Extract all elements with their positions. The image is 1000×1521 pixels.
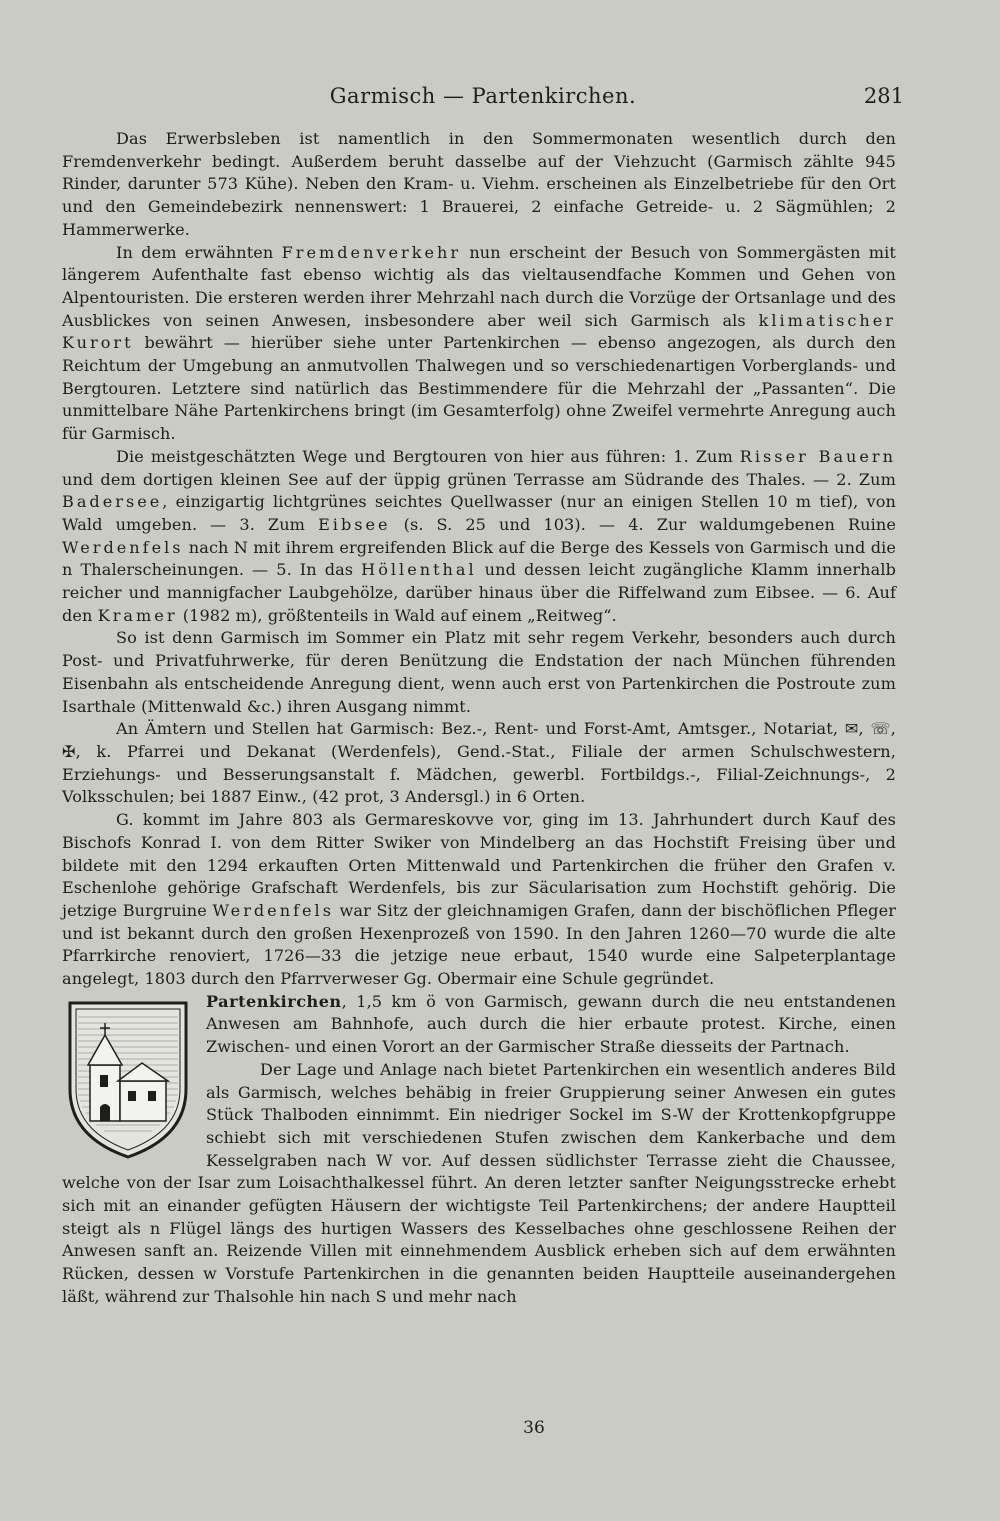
emphasis-hoellenthal: Höllenthal	[361, 560, 477, 580]
paragraph-traffic: So ist denn Garmisch im Sommer ein Platz mit sehr regem Verkehr, besonders auch durch Post- und Privatfuhrwerke, für deren Benützung die Endstation der nach München führenden Eisenbahn als entscheidende Anregung dient, wenn auch erst von Partenkirchen die Postroute zum Isarthale (Mittenwald &c.) ihren Ausgang nimmt.	[62, 628, 896, 716]
text-run: (1982 m), größtenteils in Wald auf einem „Reitweg“.	[177, 605, 617, 625]
paragraph-layout: Der Lage und Anlage nach bietet Partenkirchen ein wesentlich anderes Bild als Garmisch, welches behäbig in freier Gruppierung seiner Anwesen ein gutes Stück Thalboden einnimmt. Ein niedriger Sockel im S-W der Krottenkopfgruppe schiebt sich mit verschiedenen Stufen zwischen dem Kankerbache und dem Kesselgraben nach W vor. Auf dessen südlichster Terrasse zieht die Chaussee, welche von der Isar zum Loisachthalkessel führt. An deren letzter sanfter Neigungsstrecke erhebt sich mit an einander gefügten Häusern der wichtigste Teil Partenkirchens; der andere Hauptteil steigt als n Flügel längs des hurtigen Wassers des Kesselbaches ohne geschlossene Reihen der Anwesen sanft an. Reizende Villen mit einnehmendem Ausblick erheben sich auf dem erwähnten Rücken, dessen w Vorstufe Partenkirchen in die genannten beiden Hauptteile auseinandergehen läßt, während zur Thalsohle hin nach S und mehr nach	[62, 1059, 896, 1306]
paragraph-tourism	[62, 242, 896, 446]
text-run: nach N mit ihrem ergreifenden Blick auf die Berge des Kessels von Garmisch und die n Thalerscheinungen. — 5. In das	[62, 537, 896, 580]
body-text	[62, 128, 896, 1309]
emphasis-risser-bauern: Risser Bauern	[739, 446, 896, 466]
text-run: war Sitz der gleichnamigen Grafen, dann der bischöflichen Pfleger und ist bekannt durch den großen Hexenprozeß von 1590. In den Jahren 1260—70 wurde die alte Pfarrkirche renoviert, 1726—33 die jetzige neue erbaut, 1540 wurde eine Salpeterplantage angelegt, 1803 durch den Pfarrverweser Gg. Obermair eine Schule gegründet.	[62, 900, 896, 989]
paragraph-partenkirchen	[62, 991, 896, 1059]
text-run: (s. S. 25 und 103). — 4. Zur waldumgebenen Ruine	[390, 514, 896, 534]
text-run: und dessen leicht zugängliche Klamm innerhalb reicher und mannigfacher Laubgehölze, darüber hinaus über die Riffelwand zum Eibsee. — 6. Auf den	[62, 560, 896, 625]
page-header	[62, 84, 904, 124]
text-run: nun erscheint der Besuch von Sommergästen mit längerem Aufenthalte fast ebenso wichtig als das vieltausendfache Kommen und Gehen von Alpentouristen. Die ersteren werden ihrer Mehrzahl nach durch die Vorzüge der Ortsanlage und des Ausblickes von seinen Anwesen, insbesondere aber weil sich Garmisch als	[62, 242, 896, 330]
paragraph-routes	[62, 446, 896, 628]
text-run: In dem erwähnten	[116, 242, 282, 262]
text-run: bewährt — hierüber siehe unter Partenkirchen — ebenso angezogen, als durch den Reichtum der Umgebung an anmutvollen Thalwegen und so verschiedenartigen Vorberglands- und Bergtouren. Letztere sind natürlich das Bestimmendere für die Mehrzahl der „Passanten“. Die unmittelbare Nähe Partenkirchens bringt (im Gesamterfolg) ohne Zweifel vermehrte Anregung auch für Garmisch.	[62, 333, 896, 444]
printer-signature: 36	[523, 1418, 545, 1438]
emphasis-eibsee: Eibsee	[318, 514, 391, 534]
coat-of-arms-drawing	[62, 997, 194, 1163]
paragraph-history	[62, 809, 896, 991]
headword-partenkirchen: Partenkirchen	[206, 991, 342, 1011]
text-run: G. kommt im Jahre 803 als Germareskovve vor, ging im 13. Jahrhundert durch Kauf des Bischofs Konrad I. von dem Ritter Swiker von Mindelberg an das Hochstift Freising über und bildete mit den 1294 erkauften Orten Mittenwald und Partenkirchen die früher den Grafen v. Eschenlohe gehörige Grafschaft Werdenfels, bis zur Säcularisation zum Hochstift gehörig. Die jetzige Burgruine	[62, 810, 896, 920]
coat-of-arms-icon	[62, 997, 194, 1163]
emphasis-werdenfels: Werdenfels	[62, 537, 184, 557]
emphasis-fremdenverkehr: Fremdenverkehr	[281, 242, 462, 262]
text-run: , einzigartig lichtgrünes seichtes Quellwasser (nur an einigen Stellen 10 m tief), von Wald umgeben. — 3. Zum	[62, 492, 896, 534]
text-run: und dem dortigen kleinen See auf der üppig grünen Terrasse am Südrande des Thales. — 2. Zum	[62, 469, 896, 489]
text-run: Die meistgeschätzten Wege und Bergtouren von hier aus führen: 1. Zum	[116, 446, 740, 466]
emphasis-kurort: klimatischer Kurort	[62, 310, 896, 353]
emphasis-badersee: Badersee	[62, 492, 163, 512]
emphasis-werdenfels-ruin: Werdenfels	[212, 900, 334, 920]
paragraph-economy: Das Erwerbsleben ist namentlich in den Sommermonaten wesentlich durch den Fremdenverkehr bedingt. Außerdem beruht dasselbe auf der Viehzucht (Garmisch zählte 945 Rinder, darunter 573 Kühe). Neben den Kram- u. Viehm. erscheinen als Einzelbetriebe für den Ort und den Gemeindebezirk nennenswert: 1 Brauerei, 2 einfache Getreide- u. 2 Sägmühlen; 2 Hammerwerke.	[62, 129, 896, 239]
text-run: , 1,5 km ö von Garmisch, gewann durch die neu entstandenen Anwesen am Bahnhofe, auch durch die hier erbaute protest. Kirche, einen Zwischen- und einen Vorort an der Garmischer Straße diesseits der Partnach.	[206, 991, 896, 1057]
running-title: Garmisch — Partenkirchen.	[329, 84, 637, 108]
paragraph-offices: An Ämtern und Stellen hat Garmisch: Bez.-, Rent- und Forst-Amt, Amtsger., Notariat, ✉, ☏, ✠, k. Pfarrei und Dekanat (Werdenfels), Gend.-Stat., Filiale der armen Schulschwestern, Erziehungs- und Besserungsanstalt f. Mädchen, gewerbl. Fortbildgs.-, Filial-Zeichnungs-, 2 Volksschulen; bei 1887 Einw., (42 prot, 3 Andersgl.) in 6 Orten.	[62, 719, 896, 807]
page-number: 281	[863, 84, 904, 108]
emphasis-kramer: Kramer	[97, 605, 178, 625]
